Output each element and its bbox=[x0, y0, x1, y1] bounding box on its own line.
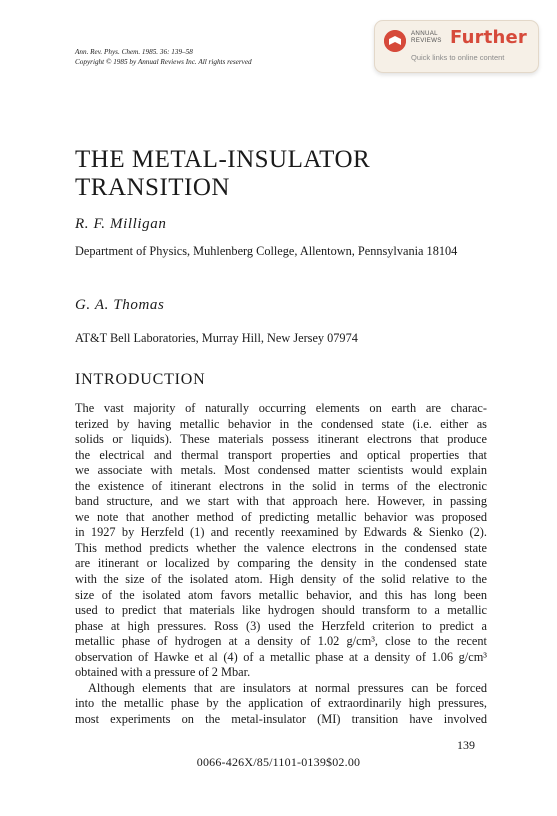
body-line: most experiments on the metal-insulator (MI) transition have involved bbox=[75, 711, 487, 726]
body-line: size of the isolated atom favors metallic behavior, and this has long been bbox=[75, 587, 487, 602]
author-1-name: R. F. Milligan bbox=[75, 216, 167, 232]
body-line: The vast majority of naturally occurring elements on earth are charac- bbox=[75, 401, 487, 415]
body-line: are itinerant or localized by comparing the density in the condensed state bbox=[75, 556, 487, 571]
body-line: the existence of itinerant electrons in the solid in terms of the electronic bbox=[75, 478, 487, 493]
author-2-affiliation: AT&T Bell Laboratories, Murray Hill, New Jersey 07974 bbox=[75, 331, 358, 345]
section-heading: INTRODUCTION bbox=[75, 371, 206, 388]
body-line: obtained with a pressure of 2 Mbar. bbox=[75, 665, 251, 680]
body-line: in 1927 by Herzfeld (1) and recently reexamined by Edwards & Sienko (2). bbox=[75, 525, 487, 540]
body-line: terized by having metallic behavior in the condensed state (i.e. either as bbox=[75, 416, 487, 431]
title-line-2: TRANSITION bbox=[75, 174, 230, 201]
author-1-affiliation: Department of Physics, Muhlenberg College, Allentown, Pennsylvania 18104 bbox=[75, 244, 458, 258]
body-line: used to predict that materials like hydrogen should transform to a metallic bbox=[75, 603, 487, 618]
body-line: metallic phase of hydrogen at a density of 1.02 g/cm³, close to the recent bbox=[75, 634, 487, 649]
author-2-name: G. A. Thomas bbox=[75, 297, 165, 313]
body-line: band structure, and we start with that approach here. However, in passing bbox=[75, 494, 487, 509]
annual-reviews-logo-icon bbox=[384, 30, 406, 52]
body-line: phase at high pressures. Ross (3) used the Herzfeld criterion to predict a bbox=[75, 618, 487, 633]
further-tagline: Quick links to online content bbox=[411, 53, 505, 62]
annual-reviews-wordmark bbox=[411, 30, 442, 44]
body-line: into the metallic phase by the application of extraordinarily high pressures, bbox=[75, 696, 487, 711]
journal-citation: Ann. Rev. Phys. Chem. 1985. 36: 139–58 bbox=[75, 48, 193, 56]
introduction-body bbox=[75, 401, 487, 727]
title-line-1: THE METAL-INSULATOR bbox=[75, 146, 371, 173]
body-line: the electrical and thermal transport properties and optical properties that bbox=[75, 447, 487, 462]
brand-line-1: ANNUAL bbox=[411, 30, 438, 37]
body-line: Although elements that are insulators at normal pressures can be forced bbox=[88, 680, 487, 695]
body-line: with the size of the isolated atom. High density of the solid relative to the bbox=[75, 572, 487, 587]
article-code: 0066-426X/85/1101-0139$02.00 bbox=[196, 755, 361, 769]
page-number: 139 bbox=[457, 738, 475, 752]
body-line: solids or liquids). These materials possess itinerant electrons that produce bbox=[75, 432, 487, 447]
article-title bbox=[75, 146, 370, 202]
further-label: Further bbox=[450, 27, 527, 48]
body-line: This method predicts whether the valence electrons in the condensed state bbox=[75, 540, 487, 555]
journal-reference bbox=[75, 47, 252, 67]
brand-line-2: REVIEWS bbox=[411, 37, 442, 44]
body-line: observation of Hawke et al (4) of a metallic phase at a density of 1.06 g/cm³ bbox=[75, 649, 487, 664]
further-annual-reviews-badge[interactable] bbox=[374, 20, 539, 73]
body-line: we note that another method of predicting metallic behavior was proposed bbox=[75, 509, 487, 524]
body-line: we associate with metals. Most condensed matter scientists would explain bbox=[75, 463, 487, 478]
copyright-notice: Copyright © 1985 by Annual Reviews Inc. All rights reserved bbox=[75, 58, 252, 66]
